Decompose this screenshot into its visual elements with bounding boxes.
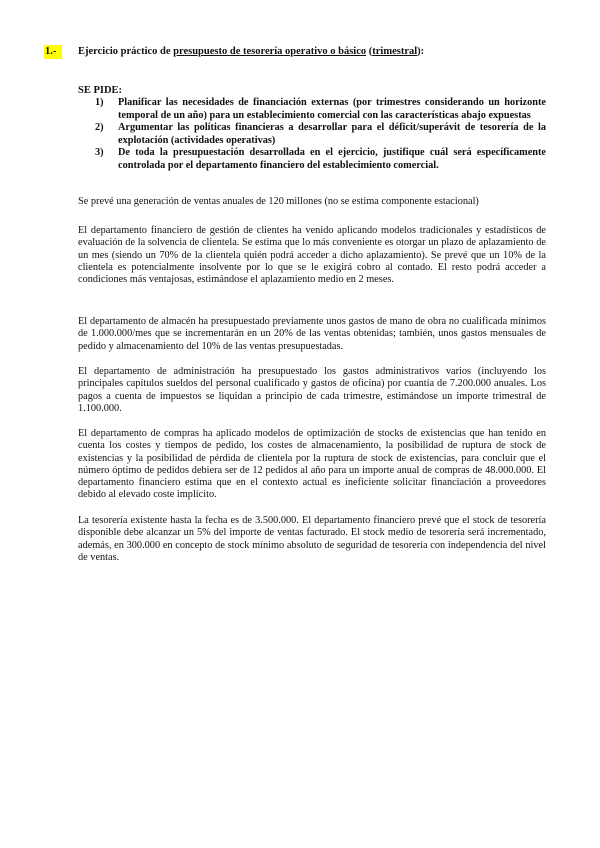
exercise-number: 1.-: [44, 45, 62, 59]
task-number: 3): [95, 147, 104, 159]
treasury-paragraph: La tesorería existente hasta la fecha es de 3.500.000. El departamento financiero prevé que el stock de tesorería disponible debe alcanzar un 5% del importe de ventas facturado. El stock medio de tesorería será incrementado, además, en 300.000 en concepto de stock mínimo absoluto de seguridad de tesorería con independencia del nivel de ventas.: [78, 515, 546, 563]
administration-costs-paragraph: El departamento de administración ha presupuestado los gastos administrativos varios (incluyendo los principales capítulos sueldos del personal cualificado y gastos de oficina) por cuantía de 7.200.000 anuales. Los pagos a cuenta de impuestos se liquidan a principio de cada trimestre, estimándose un importe trimestral de 1.100.000.: [78, 366, 546, 414]
task-list: [78, 97, 546, 173]
warehouse-costs-paragraph: El departamento de almacén ha presupuestado previamente unos gastos de mano de obra no cualificada mínimos de 1.000.000/mes que se incrementarán en un 20% de las ventas obtenidas; también, unos gastos mensuales de pedido y almacenamiento del 10% de las ventas presupuestadas.: [78, 316, 546, 352]
task-number: 2): [95, 122, 104, 134]
title-underlined-topic: presupuesto de tesorería operativo o básico: [173, 46, 367, 57]
title-prefix: Ejercicio práctico de: [78, 46, 174, 57]
task-number: 1): [95, 97, 104, 108]
title-suffix: ):: [417, 46, 425, 57]
task-item: [78, 97, 546, 122]
purchasing-paragraph: El departamento de compras ha aplicado modelos de optimización de stocks de existencias que han tenido en cuenta los costes y tiempos de pedido, los costes de almacenamiento, la posibilidad de ruptura de stock de existencias y la posibilidad de pérdida de clientela por la ruptura de stock de existencias, para concluir que el número óptimo de pedidos debiera ser de 12 pedidos al año para un importe anual de compras de 48.000.000. El departamento financiero estima que en el contexto actual es ineficiente solicitar financiación a proveedores debido al elevado coste implícito.: [78, 428, 546, 501]
client-credit-paragraph: El departamento financiero de gestión de clientes ha venido aplicando modelos tradicionales y estadísticos de evaluación de la solvencia de clientela. Se estima que lo más conveniente es otorgar un plazo de aplazamiento de un mes (siendo un 70% de la clientela quién podrá acceder a dicho aplazamiento). Se prevé que un 10% de la clientela es potencialmente insolvente por lo que se le exigirá cobro al contado. El resto podrá acceder a condiciones más ventajosas, estimándose el aplazamiento medio en 2 meses.: [78, 225, 546, 286]
exercise-title: [78, 45, 424, 59]
sales-forecast-paragraph: Se prevé una generación de ventas anuales de 120 millones (no se estima componente estacional): [78, 196, 479, 207]
title-middle: (: [366, 46, 373, 57]
task-text: De toda la presupuestación desarrollada en el ejercicio, justifique cuál será específicamente controlada por el departamento financiero del establecimiento comercial.: [118, 147, 546, 171]
task-item: [78, 147, 546, 172]
task-item: [78, 122, 546, 147]
task-text: Planificar las necesidades de financiación externas (por trimestres considerando un horizonte temporal de un año) para un establecimiento comercial con las características abajo expuestas: [118, 97, 546, 121]
exercise-heading: [44, 45, 564, 59]
task-text: Argumentar las políticas financieras a desarrollar para el déficit/superávit de tesorería de la explotación (actividades operativas): [118, 122, 546, 146]
se-pide-label: SE PIDE:: [78, 85, 123, 96]
title-underlined-period: trimestral: [372, 46, 418, 57]
